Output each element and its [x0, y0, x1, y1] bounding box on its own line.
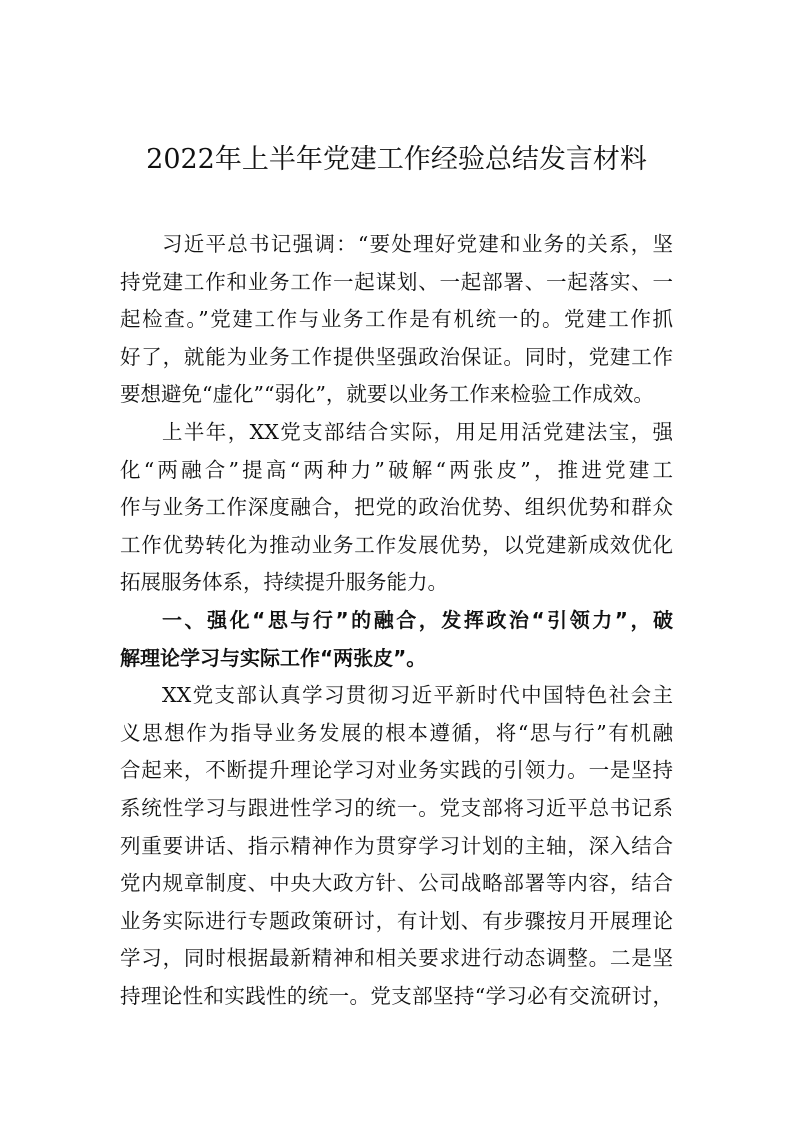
text-line: 起检查。”党建工作与业务工作是有机统一的。党建工作抓 — [120, 307, 673, 332]
text-line: 系统性学习与跟进性学习的统一。党支部将习近平总书记系 — [120, 795, 673, 820]
document-body — [120, 226, 673, 1015]
text-line: 拓展服务体系，持续提升服务能力。 — [120, 570, 448, 595]
text-line: 要想避免“虚化”“弱化”，就要以业务工作来检验工作成效。 — [120, 382, 654, 407]
text-line: 列重要讲话、指示精神作为贯穿学习计划的主轴，深入结合 — [120, 833, 673, 858]
text-line: 合起来，不断提升理论学习对业务实践的引领力。一是坚持 — [120, 758, 673, 783]
text-line: 上半年，XX党支部结合实际，用足用活党建法宝，强 — [162, 419, 673, 444]
section-heading — [120, 602, 673, 677]
text-line: 学习，同时根据最新精神和相关要求进行动态调整。二是坚 — [120, 946, 673, 971]
text-line: 持党建工作和业务工作一起谋划、一起部署、一起落实、一 — [120, 269, 673, 294]
text-line: 习近平总书记强调：“要处理好党建和业务的关系，坚 — [162, 232, 673, 256]
text-line: 化“两融合”提高“两种力”破解“两张皮”，推进党建工 — [120, 457, 673, 482]
text-line: 义思想作为指导业务发展的根本遵循，将“思与行”有机融 — [120, 720, 673, 745]
paragraph — [120, 226, 673, 414]
paragraph — [120, 414, 673, 602]
text-line: 工作优势转化为推动业务工作发展优势，以党建新成效优化 — [120, 532, 673, 557]
text-line: 持理论性和实践性的统一。党支部坚持“学习必有交流研讨， — [120, 983, 673, 1008]
text-line: 业务实际进行专题政策研讨，有计划、有步骤按月开展理论 — [120, 908, 673, 933]
text-line: 好了，就能为业务工作提供坚强政治保证。同时，党建工作 — [120, 344, 673, 369]
paragraph — [120, 677, 673, 1015]
text-line: 解理论学习与实际工作“两张皮”。 — [120, 645, 427, 670]
text-line: 一、强化“思与行”的融合，发挥政治“引领力”，破 — [162, 607, 673, 632]
text-line: XX党支部认真学习贯彻习近平新时代中国特色社会主 — [162, 683, 673, 708]
text-line: 作与业务工作深度融合，把党的政治优势、组织优势和群众 — [120, 495, 673, 520]
text-line: 党内规章制度、中央大政方针、公司战略部署等内容，结合 — [120, 871, 673, 896]
document-title: 2022年上半年党建工作经验总结发言材料 — [146, 144, 647, 175]
